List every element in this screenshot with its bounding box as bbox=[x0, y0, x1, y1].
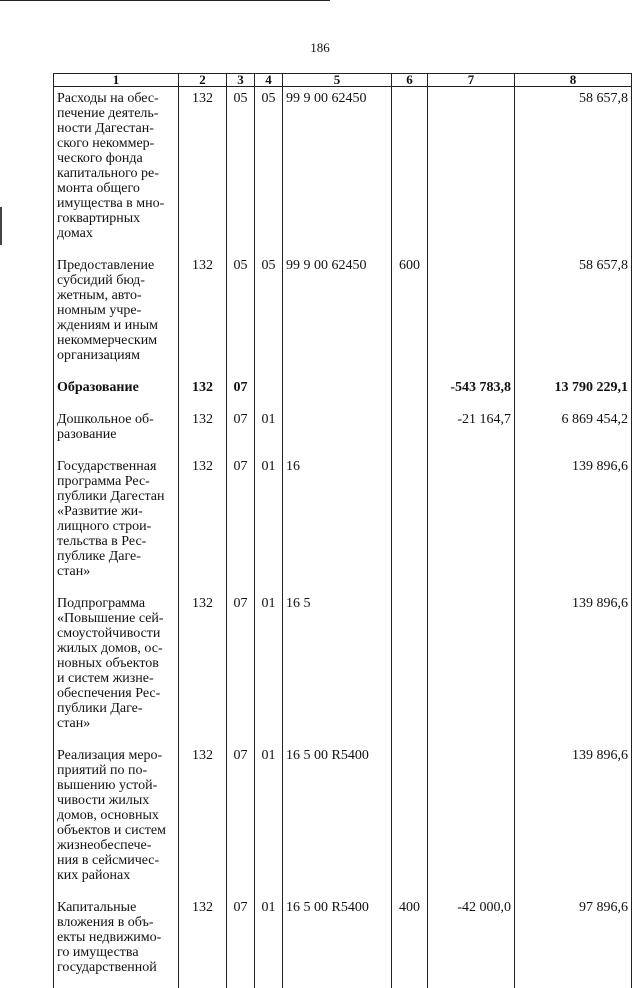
col-header-1: 1 bbox=[54, 74, 179, 87]
table-row bbox=[54, 408, 632, 455]
cell-subsection: 01 bbox=[255, 744, 283, 896]
cell-ministry-code: 132 bbox=[179, 592, 227, 744]
budget-table-container bbox=[53, 73, 631, 988]
cell-total: 6 869 454,2 bbox=[515, 408, 632, 455]
cell-total: 139 896,6 bbox=[515, 744, 632, 896]
cell-target-article: 16 5 00 R5400 bbox=[283, 744, 392, 896]
cell-change: -42 000,0 bbox=[428, 896, 515, 988]
cell-ministry-code: 132 bbox=[179, 744, 227, 896]
cell-section: 05 bbox=[227, 254, 255, 376]
cell-section: 07 bbox=[227, 744, 255, 896]
cell-name: Расходы на обес- печение деятель- ности Дагестан- ского некоммер- ческого фонда капитального ре- монта общего имущества в мно- гоквартирных домах bbox=[54, 87, 179, 255]
cell-change bbox=[428, 592, 515, 744]
cell-change: -21 164,7 bbox=[428, 408, 515, 455]
cell-total: 139 896,6 bbox=[515, 592, 632, 744]
cell-name: Предоставление субсидий бюд- жетным, авто- номным учре- ждениям и иным некоммерческим организациям bbox=[54, 254, 179, 376]
cell-subsection: 01 bbox=[255, 592, 283, 744]
table-row bbox=[54, 376, 632, 408]
table-body bbox=[54, 87, 632, 988]
cell-expense-type: 600 bbox=[392, 254, 428, 376]
cell-name: Образование bbox=[54, 376, 179, 408]
cell-ministry-code: 132 bbox=[179, 408, 227, 455]
budget-table bbox=[53, 73, 632, 988]
table-header-row bbox=[54, 74, 632, 87]
cell-ministry-code: 132 bbox=[179, 87, 227, 255]
margin-mark bbox=[0, 207, 2, 245]
cell-expense-type bbox=[392, 744, 428, 896]
cell-ministry-code: 132 bbox=[179, 376, 227, 408]
col-header-5: 5 bbox=[283, 74, 392, 87]
table-row bbox=[54, 455, 632, 592]
cell-change bbox=[428, 744, 515, 896]
cell-subsection: 01 bbox=[255, 455, 283, 592]
cell-subsection bbox=[255, 376, 283, 408]
cell-change bbox=[428, 455, 515, 592]
cell-subsection: 01 bbox=[255, 896, 283, 988]
cell-target-article: 16 5 00 R5400 bbox=[283, 896, 392, 988]
cell-expense-type: 400 bbox=[392, 896, 428, 988]
cell-total: 58 657,8 bbox=[515, 254, 632, 376]
cell-target-article: 99 9 00 62450 bbox=[283, 254, 392, 376]
cell-ministry-code: 132 bbox=[179, 455, 227, 592]
cell-expense-type bbox=[392, 455, 428, 592]
table-row bbox=[54, 896, 632, 988]
cell-subsection: 01 bbox=[255, 408, 283, 455]
table-row bbox=[54, 87, 632, 255]
table-row bbox=[54, 744, 632, 896]
cell-target-article bbox=[283, 408, 392, 455]
col-header-2: 2 bbox=[179, 74, 227, 87]
cell-total: 13 790 229,1 bbox=[515, 376, 632, 408]
cell-section: 07 bbox=[227, 592, 255, 744]
cell-target-article: 16 5 bbox=[283, 592, 392, 744]
table-row bbox=[54, 254, 632, 376]
cell-name: Капитальные вложения в объ- екты недвижимо- го имущества государственной bbox=[54, 896, 179, 988]
cell-ministry-code: 132 bbox=[179, 896, 227, 988]
cell-name: Подпрограмма «Повышение сей- смоустойчивости жилых домов, ос- новных объектов и систем жизне- обеспечения Рес- публики Даге- стан» bbox=[54, 592, 179, 744]
cell-change: -543 783,8 bbox=[428, 376, 515, 408]
cell-section: 07 bbox=[227, 896, 255, 988]
top-rule bbox=[0, 0, 330, 1]
cell-target-article bbox=[283, 376, 392, 408]
cell-expense-type bbox=[392, 376, 428, 408]
cell-target-article: 16 bbox=[283, 455, 392, 592]
cell-expense-type bbox=[392, 408, 428, 455]
cell-section: 07 bbox=[227, 408, 255, 455]
cell-name: Дошкольное об- разование bbox=[54, 408, 179, 455]
col-header-4: 4 bbox=[255, 74, 283, 87]
cell-subsection: 05 bbox=[255, 87, 283, 255]
cell-total: 97 896,6 bbox=[515, 896, 632, 988]
cell-target-article: 99 9 00 62450 bbox=[283, 87, 392, 255]
cell-ministry-code: 132 bbox=[179, 254, 227, 376]
cell-subsection: 05 bbox=[255, 254, 283, 376]
col-header-7: 7 bbox=[428, 74, 515, 87]
col-header-8: 8 bbox=[515, 74, 632, 87]
page-number: 186 bbox=[0, 40, 640, 56]
cell-total: 139 896,6 bbox=[515, 455, 632, 592]
cell-section: 07 bbox=[227, 376, 255, 408]
cell-section: 05 bbox=[227, 87, 255, 255]
cell-total: 58 657,8 bbox=[515, 87, 632, 255]
cell-name: Государственная программа Рес- публики Дагестан «Развитие жи- лищного строи- тельства в Рес- публике Даге- стан» bbox=[54, 455, 179, 592]
col-header-6: 6 bbox=[392, 74, 428, 87]
cell-change bbox=[428, 87, 515, 255]
cell-expense-type bbox=[392, 87, 428, 255]
col-header-3: 3 bbox=[227, 74, 255, 87]
cell-section: 07 bbox=[227, 455, 255, 592]
cell-name: Реализация меро- приятий по по- вышению устой- чивости жилых домов, основных объектов и систем жизнеобеспече- ния в сейсмичес- ких районах bbox=[54, 744, 179, 896]
cell-change bbox=[428, 254, 515, 376]
cell-expense-type bbox=[392, 592, 428, 744]
table-row bbox=[54, 592, 632, 744]
